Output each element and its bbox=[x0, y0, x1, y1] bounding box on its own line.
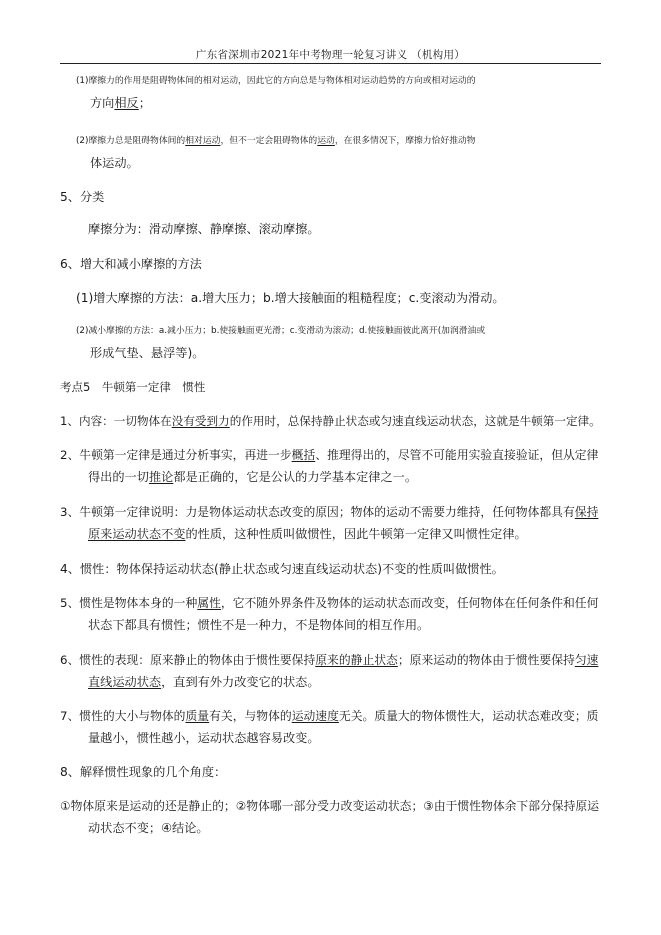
paragraph-inertia-definition: 4、惯性：物体保持运动状态(静止状态或匀速直线运动状态)不变的性质叫做惯性。 bbox=[60, 562, 504, 576]
paragraph-friction-types: 摩擦分为：滑动摩擦、静摩擦、滚动摩擦。 bbox=[88, 222, 320, 236]
paragraph-inertia-magnitude: 7、惯性的大小与物体的质量有关，与物体的运动速度无关。质量大的物体惯性大，运动状态难改变；质 量越小，惯性越小，运动状态越容易改变。 bbox=[60, 709, 599, 745]
topic-heading-newton-first-law: 考点5 牛顿第一定律 惯性 bbox=[60, 380, 206, 394]
paragraph-inertia-manifestation: 6、惯性的表现：原来静止的物体由于惯性要保持原来的静止状态；原来运动的物体由于惯性要保持匀速 直线运动状态，直到有外力改变它的状态。 bbox=[60, 653, 599, 689]
paragraph-law-derivation: 2、牛顿第一定律是通过分析事实，再进一步概括、推理得出的，尽管不可能用实验直接验证，但从定律 得出的一切推论都是正确的，它是公认的力学基本定律之一。 bbox=[60, 448, 599, 484]
paragraph-inertia-property: 5、惯性是物体本身的一种属性，它不随外界条件及物体的运动状态而改变，任何物体在任何条件和任何 状态下都具有惯性；惯性不是一种力，不是物体间的相互作用。 bbox=[60, 596, 599, 632]
paragraph-inertia-angles: ①物体原来是运动的还是静止的；②物体哪一部分受力改变运动状态；③由于惯性物体余下部分保持原运 动状态不变；④结论。 bbox=[60, 799, 599, 835]
section-heading-friction-methods: 6、增大和减小摩擦的方法 bbox=[60, 257, 202, 271]
paragraph-decrease-friction: (2)减小摩擦的方法：a.减小压力；b.使接触面更光滑；c.变滑动为滚动；d.使接触面彼此离开(加润滑油或 形成气垫、悬浮等)。 bbox=[76, 326, 486, 360]
paragraph-law-explanation: 3、牛顿第一定律说明：力是物体运动状态改变的原因；物体的运动不需要力维持，任何物体都具有保持 原来运动状态不变的性质，这种性质叫做惯性，因此牛顿第一定律又叫惯性定律。 bbox=[60, 505, 599, 541]
header-title: 广东省深圳市2021年中考物理一轮复习讲义 （机构用） bbox=[195, 49, 466, 61]
section-heading-classification: 5、分类 bbox=[60, 190, 105, 204]
paragraph-increase-friction: (1)增大摩擦的方法：a.增大压力；b.增大接触面的粗糙程度；c.变滚动为滑动。 bbox=[76, 291, 505, 305]
paragraph-friction-relative-motion: (2)摩擦力总是阻碍物体间的相对运动，但不一定会阻碍物体的运动，在很多情况下，摩擦力恰好推动物 体运动。 bbox=[76, 136, 476, 170]
section-heading-explain-inertia: 8、解释惯性现象的几个角度： bbox=[60, 765, 227, 779]
paragraph-friction-direction: (1)摩擦力的作用是阻碍物体间的相对运动，因此它的方向总是与物体相对运动趋势的方向或相对运动的 方向相反； bbox=[76, 76, 476, 110]
header-divider bbox=[60, 63, 601, 64]
paragraph-law-content: 1、内容：一切物体在没有受到力的作用时，总保持静止状态或匀速直线运动状态，这就是牛顿第一定律。 bbox=[60, 414, 601, 428]
